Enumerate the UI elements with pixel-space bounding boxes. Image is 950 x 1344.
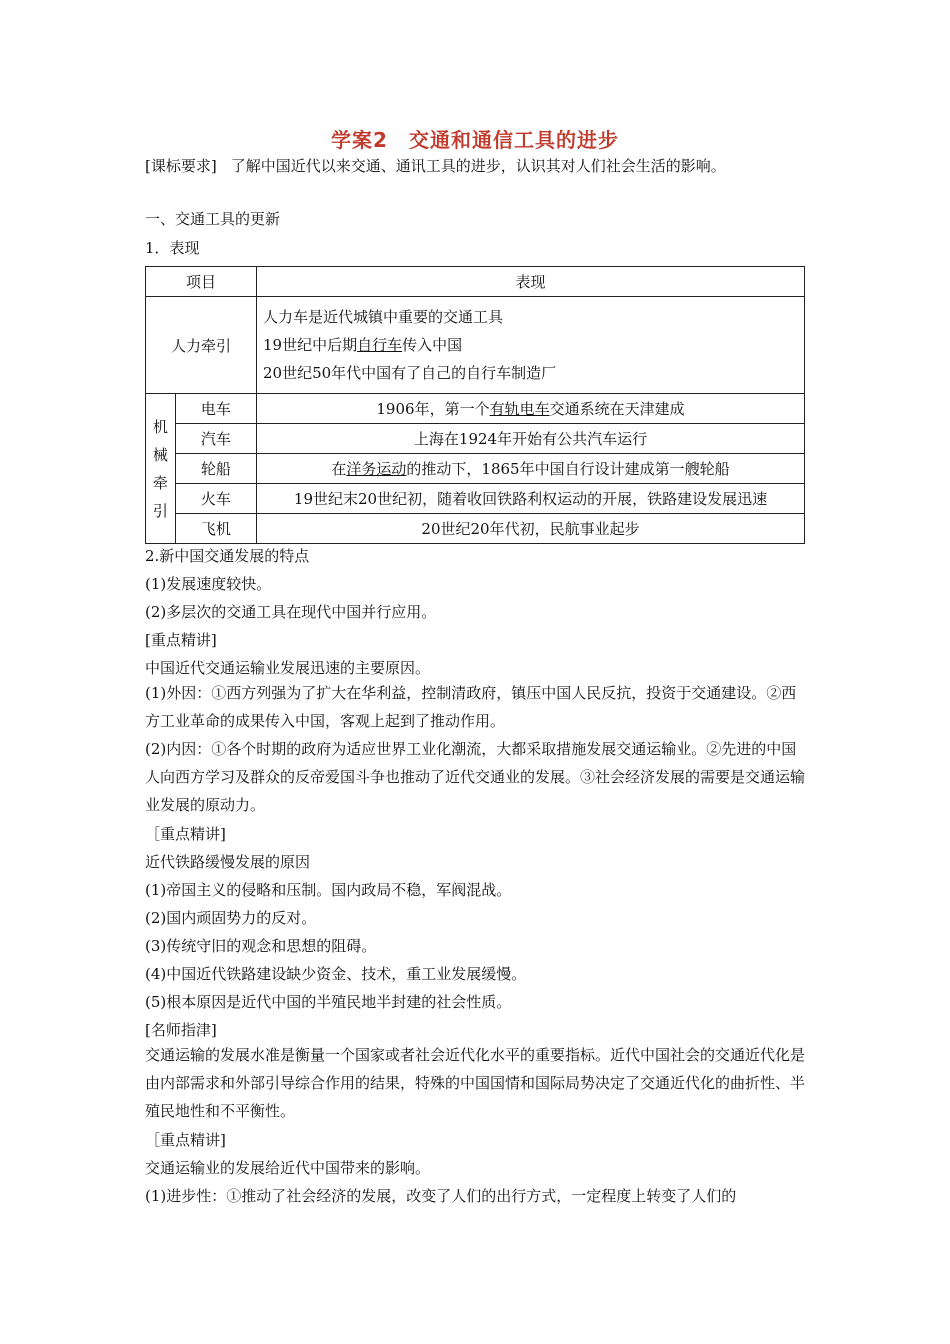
- header-performance: 表现: [257, 267, 805, 297]
- focus1-paragraph-2: (2)内因：①各个时期的政府为适应世界工业化潮流，大都采取措施发展交通运输业。②先进的中国人向西方学习及群众的反帝爱国斗争也推动了近代交通业的发展。③社会经济发展的需要是交通运输业发展的原动力。: [145, 740, 806, 814]
- table-row: [146, 454, 805, 484]
- vehicle-desc: 20世纪20年代初，民航事业起步: [257, 514, 805, 544]
- focus2-label: ［重点精讲]: [145, 825, 226, 843]
- vehicle-name: 火车: [175, 484, 256, 514]
- focus1-intro: 中国近代交通运输业发展迅速的主要原因。: [145, 659, 431, 677]
- human-line: 19世纪中后期自行车传入中国: [263, 336, 463, 354]
- teacher-label: [名师指津]: [145, 1021, 217, 1039]
- list-item: (3)传统守旧的观念和思想的阻碍。: [145, 937, 377, 955]
- focus3-label: ［重点精讲]: [145, 1131, 226, 1149]
- human-content: [257, 297, 805, 394]
- header-item: 项目: [146, 267, 257, 297]
- list-item: (1)帝国主义的侵略和压制。国内政局不稳，军阀混战。: [145, 881, 512, 899]
- point-2: (2)多层次的交通工具在现代中国并行应用。: [145, 603, 437, 621]
- vehicle-name: 飞机: [175, 514, 256, 544]
- section1-heading: 一、交通工具的更新: [145, 210, 281, 228]
- focus2-intro: 近代铁路缓慢发展的原因: [145, 853, 311, 871]
- point-1: (1)发展速度较快。: [145, 575, 272, 593]
- requirement-line: [145, 156, 726, 176]
- human-line: 20世纪50年代中国有了自己的自行车制造厂: [263, 364, 557, 382]
- human-label: 人力牵引: [146, 297, 257, 394]
- page-title: 学案2 交通和通信工具的进步: [331, 128, 619, 152]
- vehicle-desc: 上海在1924年开始有公共汽车运行: [257, 424, 805, 454]
- section1-sub2: 2.新中国交通发展的特点: [145, 547, 310, 565]
- list-item: (4)中国近代铁路建设缺少资金、技术，重工业发展缓慢。: [145, 965, 527, 983]
- vehicle-name: 轮船: [175, 454, 256, 484]
- section1-sub1: 1．表现: [145, 239, 200, 257]
- requirement-text: 了解中国近代以来交通、通讯工具的进步，认识其对人们社会生活的影响。: [230, 157, 726, 175]
- table-row: [146, 484, 805, 514]
- mechanical-label: 机 械 牵 引: [146, 394, 176, 544]
- human-line: 人力车是近代城镇中重要的交通工具: [263, 308, 504, 326]
- vehicle-desc: 在洋务运动的推动下，1865年中国自行设计建成第一艘轮船: [257, 454, 805, 484]
- vehicle-name: 电车: [175, 394, 256, 424]
- focus1-paragraph-1: (1)外因：①西方列强为了扩大在华利益，控制清政府，镇压中国人民反抗，投资于交通建设。②西方工业革命的成果传入中国，客观上起到了推动作用。: [145, 684, 797, 730]
- requirement-label: [课标要求]: [145, 157, 217, 175]
- vehicle-name: 汽车: [175, 424, 256, 454]
- list-item: (2)国内顽固势力的反对。: [145, 909, 317, 927]
- table-row: [146, 424, 805, 454]
- table-header-row: [146, 267, 805, 297]
- table-row: [146, 394, 805, 424]
- table-row: [146, 514, 805, 544]
- table-row-human: [146, 297, 805, 394]
- focus3-intro: 交通运输业的发展给近代中国带来的影响。: [145, 1159, 431, 1177]
- list-item: (5)根本原因是近代中国的半殖民地半封建的社会性质。: [145, 993, 512, 1011]
- vehicle-desc: 1906年，第一个有轨电车交通系统在天津建成: [257, 394, 805, 424]
- teacher-paragraph: 交通运输的发展水准是衡量一个国家或者社会近代化水平的重要指标。近代中国社会的交通近代化是由内部需求和外部引导综合作用的结果，特殊的中国国情和国际局势决定了交通近代化的曲折性、半殖民地性和不平衡性。: [145, 1046, 806, 1120]
- vehicle-desc: 19世纪末20世纪初，随着收回铁路利权运动的开展，铁路建设发展迅速: [257, 484, 805, 514]
- focus3-paragraph-1: (1)进步性：①推动了社会经济的发展，改变了人们的出行方式，一定程度上转变了人们的: [145, 1187, 737, 1205]
- transport-table: [145, 266, 805, 544]
- focus1-label: [重点精讲]: [145, 631, 217, 649]
